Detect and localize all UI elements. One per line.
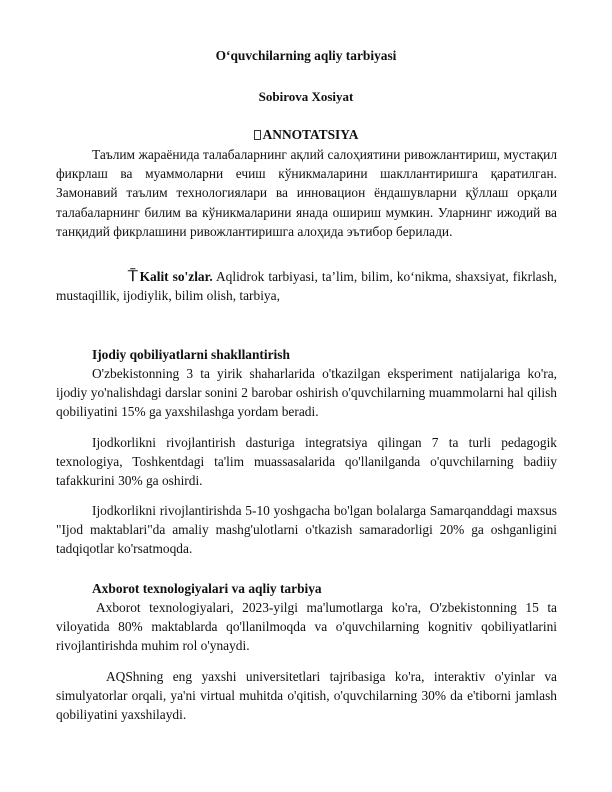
section1-heading: Ijodiy qobiliyatlarni shakllantirish [92,347,290,362]
annotation-heading-text: ANNOTATSIYA [262,127,359,142]
document-title: O‘quvchilarning aqliy tarbiyasi [215,48,397,63]
annotation-paragraph: Таълим жараёнида талабаларнинг ақлий салоҳиятини ривожлантириш, мустақил фикрлаш ва муаммоларни ечиш кўникмаларини шакллантиришга қаратилган. Замонавий таълим технологиялари ва инновацион ёндашувларни қўллаш орқали талабаларнинг билим ва кўникмаларини янада ошириш мумкин. Уларнинг ижодий ва танқидий фикрлашини ривожлантиришга алоҳида эътибор берилади. [56,147,557,239]
section2-paragraph-2: AQShning eng yaxshi universitetlari tajribasiga ko'ra, interaktiv o'yinlar va simulyatorlar orqali, ya'ni virtual muhitda o'qitish, o'quvchilarning 30% da e'tiborni jamlash qobiliyatini yaxshilaydi. [56,669,557,723]
section2-heading: Axborot texnologiyalari va aqliy tarbiya [92,581,322,596]
keywords-text: Aqlidrok tarbiyasi, ta’lim, bilim, ko‘nikma, shaxsiyat, fikrlash, mustaqillik, ijodiylik, bilim olish, tarbiya, [56,269,557,304]
keywords-label: Kalit so'zlar. [139,269,213,284]
annotation-heading [0,127,612,143]
pin-icon: ⍑ [128,268,138,285]
section2-paragraph-1: Axborot texnologiyalari, 2023-yilgi ma'lumotlarga ko'ra, O'zbekistonning 15 ta viloyatida 80% maktablarda qo'llanilmoqda va o'quvchilarning kognitiv qobiliyatlarini rivojlantirishda muhim rol o'ynaydi. [56,600,557,654]
author-name: Sobirova Xosiyat [258,89,354,104]
section1-paragraph-3: Ijodkorlikni rivojlantirishda 5-10 yoshgacha bo'lgan bolalarga Samarqanddagi maxsus "Ijod maktablari"da amaliy mashg'ulotlarni o'tkazish samaradorligi 20% ga oshganligini tadqiqotlar ko'rsatmoqda. [56,503,557,557]
keywords-paragraph [56,267,557,305]
section1-paragraph-1: O'zbekistonning 3 ta yirik shaharlarida o'tkazilgan eksperiment natijalariga ko'ra, ijodiy yo'nalishdagi darslar sonini 2 barobar oshirish o'quvchilarning muammolarni hal qilish qobiliyatini 15% ga yaxshilashga yordam beradi. [56,366,557,420]
section1-paragraph-2: Ijodkorlikni rivojlantirish dasturiga integratsiya qilingan 7 ta turli pedagogik texnologiya, Toshkentdagi ta'lim muassasalarida qo'llanilganda o'quvchilarning badiiy tafakkurini 30% ga oshirdi. [56,435,557,489]
placeholder-box-icon [254,130,261,140]
